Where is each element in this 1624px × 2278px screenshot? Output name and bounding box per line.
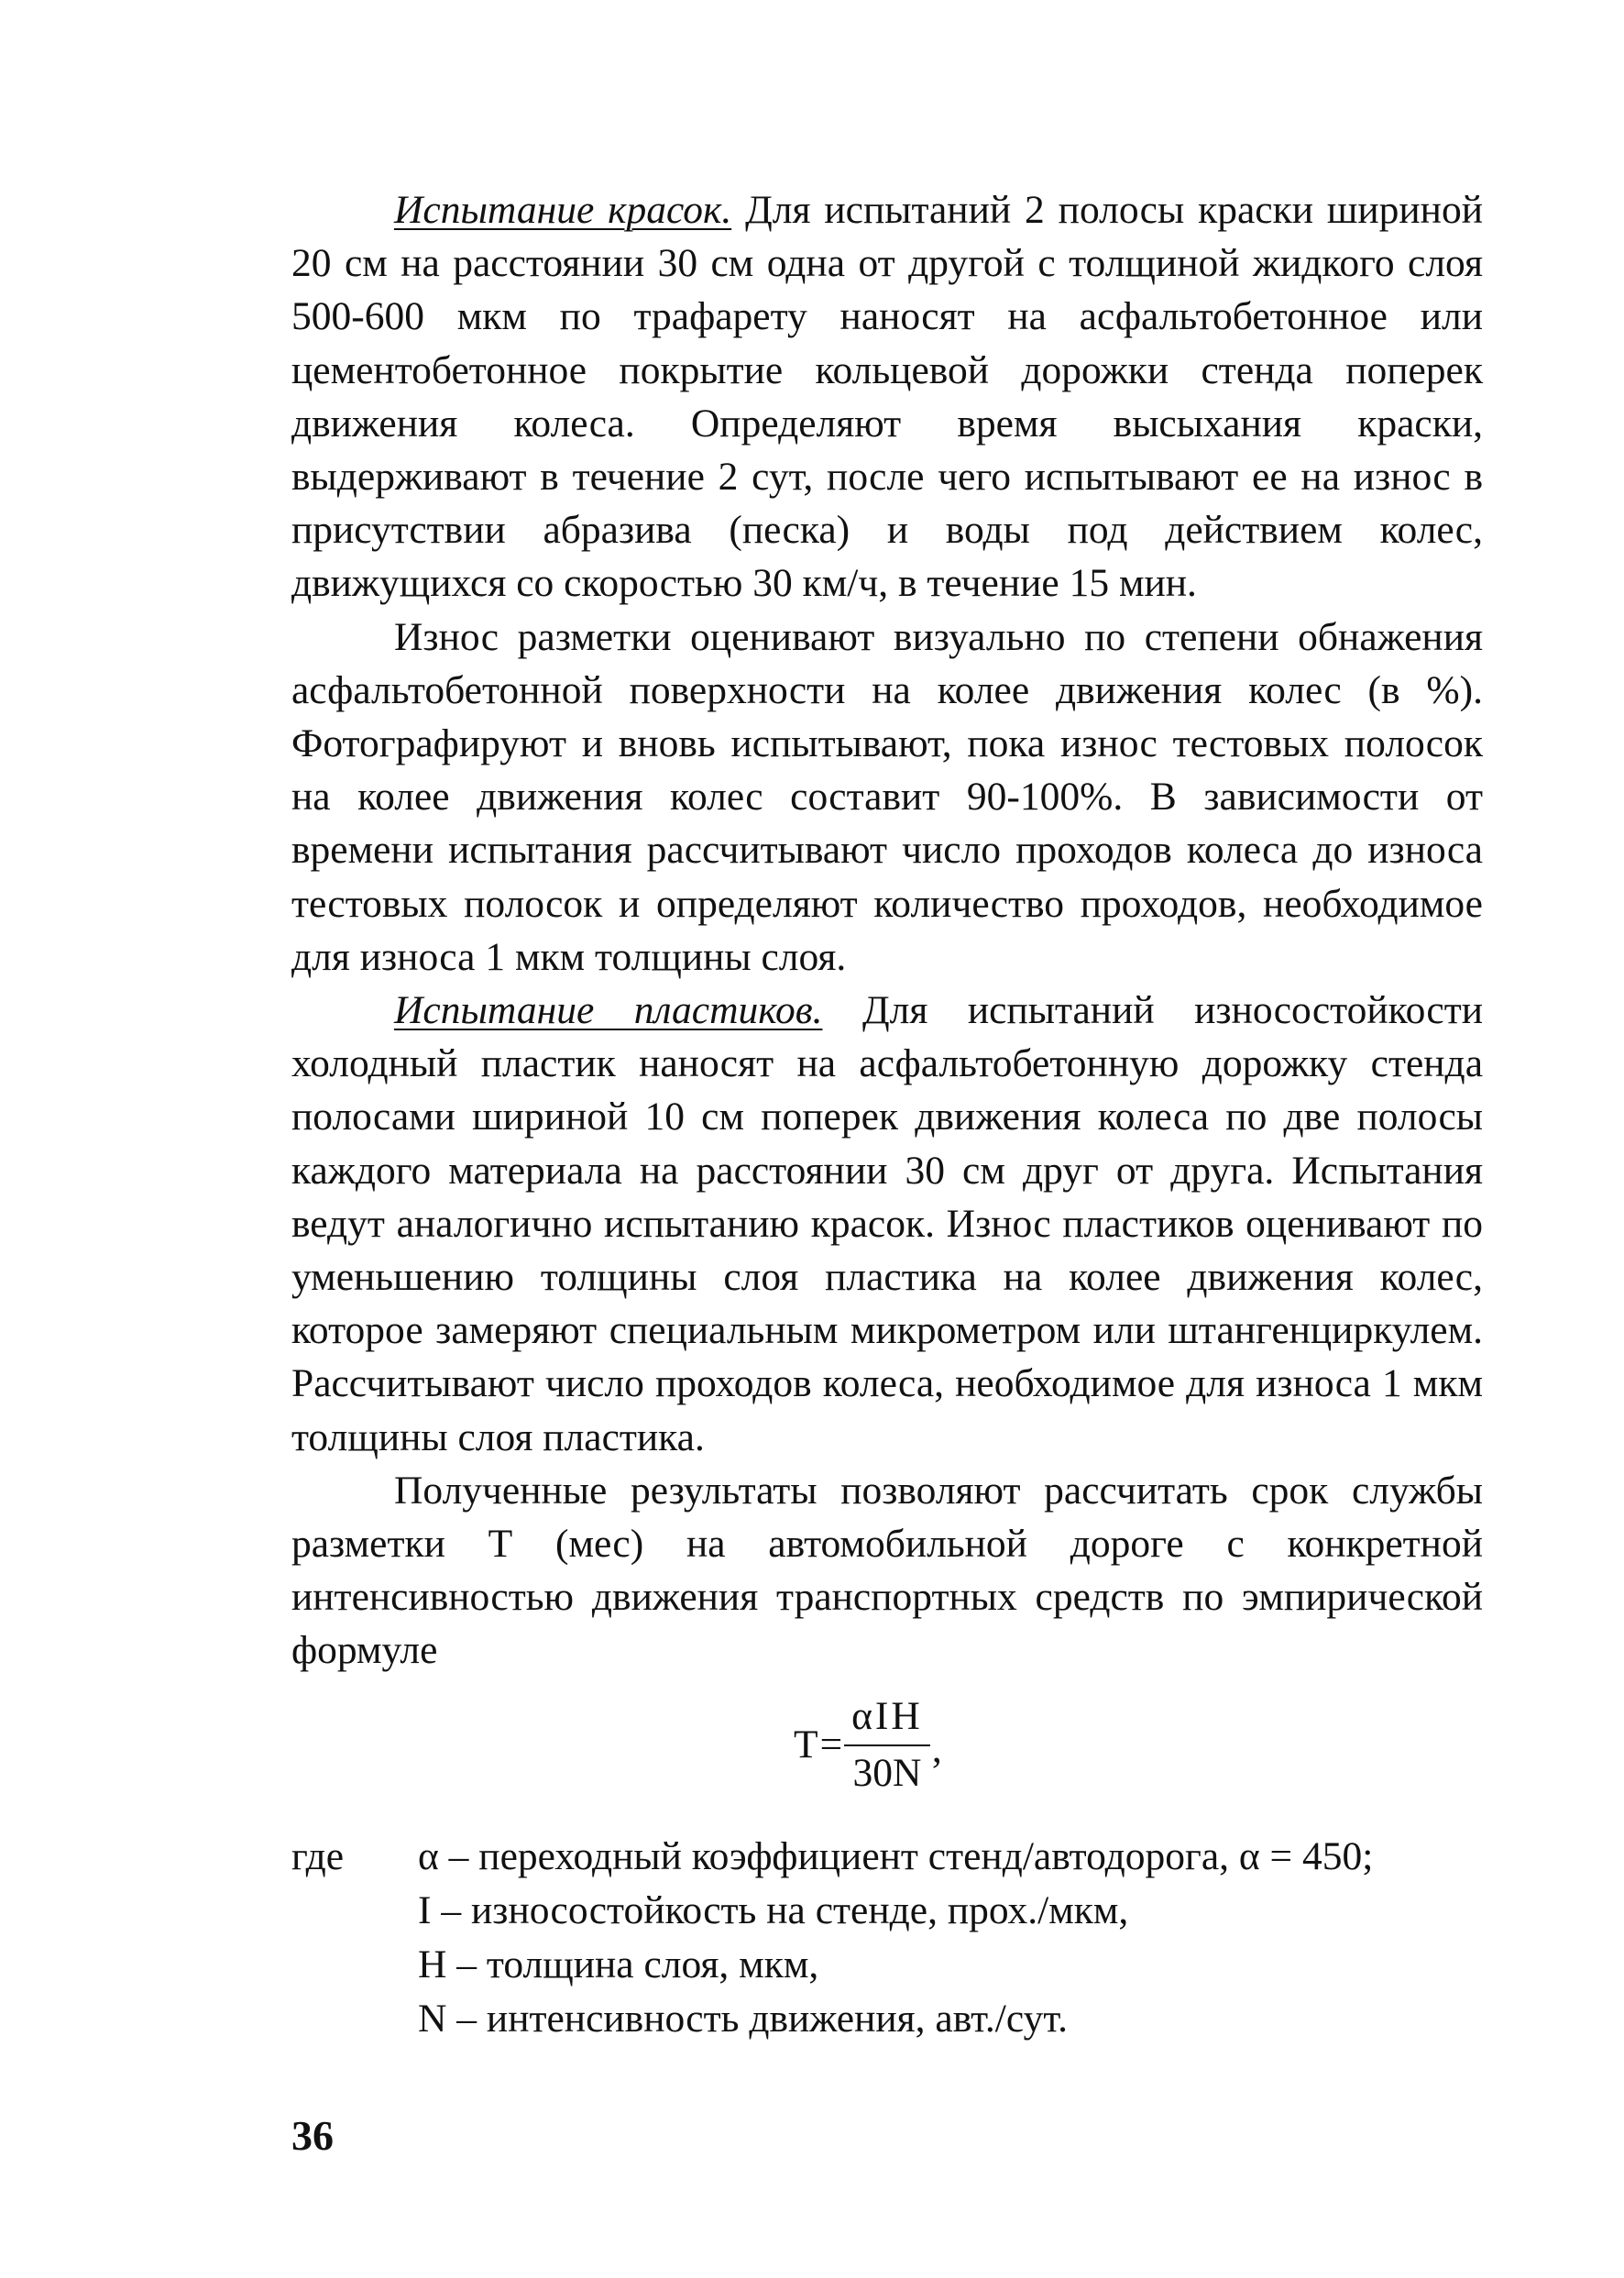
heading-plastic-testing: Испытание пластиков. (394, 988, 823, 1033)
where-spacer (291, 1884, 418, 1938)
paragraph-plastic-testing-text: Для испытаний износостойкости холодный пластик наносят на асфальтобетонную дорожку стенда полосами шириной 10 см поперек движения колеса по две полосы каждого материала на расстоянии 30 см друг от друга. Испытания ведут аналогично испытанию красок. Износ пластиков оценивают по уменьшению толщины слоя пластика на колее движения колес, которое замеряют специальным микрометром или штангенциркулем. Рассчитывают число проходов колеса, необходимое для износа 1 мкм толщины слоя пластика. (291, 988, 1483, 1459)
variable-definitions (291, 1830, 1483, 2046)
paragraph-paint-testing-text: Для испытаний 2 полосы краски шириной 20 см на расстоянии 30 см одна от другой с толщиной жидкого слоя 500-600 мкм по трафарету наносят на асфальтобетонное или цементобетонное покрытие кольцевой дорожки стенда поперек движения колеса. Определяют время высыхания краски, выдерживают в течение 2 сут, после чего испытывают ее на износ в присутствии абразива (песка) и воды под действием колес, движущихся со скоростью 30 км/ч, в течение 15 мин. (291, 188, 1483, 606)
paragraph-wear-assessment-text: Износ разметки оценивают визуально по степени обнажения асфальтобетонной поверхности на колее движения колес (в %). Фотографируют и вновь испытывают, пока износ тестовых полосок на колее движения колес составит 90-100%. В зависимости от времени испытания рассчитывают число проходов колеса до износа тестовых полосок и определяют количество проходов, необходимое для износа 1 мкм толщины слоя. (291, 614, 1483, 979)
where-label: где (291, 1834, 345, 1878)
definition-h: H – толщина слоя, мкм, (418, 1942, 819, 1986)
definition-n: N – интенсивность движения, авт./сут. (418, 1997, 1068, 2041)
formula-numerator: αIH (844, 1693, 930, 1746)
page-number: 36 (291, 2112, 334, 2159)
paragraph-paint-testing (291, 183, 1483, 611)
definition-row (291, 1992, 1483, 2046)
paragraph-plastic-testing (291, 984, 1483, 1464)
document-body (291, 183, 1483, 1678)
where-spacer (291, 1938, 418, 1992)
definition-row (291, 1884, 1483, 1938)
definition-row (291, 1938, 1483, 1992)
heading-paint-testing: Испытание красок. (394, 188, 732, 232)
paragraph-service-life-text: Полученные результаты позволяют рассчитать срок службы разметки Т (мес) на автомобильной дороге с конкретной интенсивностью движения транспортных средств по эмпирической формуле (291, 1468, 1483, 1673)
service-life-formula (794, 1685, 942, 1804)
definition-i: I – износостойкость на стенде, прох./мкм, (418, 1888, 1129, 1932)
where-spacer (291, 1992, 418, 2046)
paragraph-service-life (291, 1464, 1483, 1678)
definition-alpha: α – переходный коэффициент стенд/автодорога, α = 450; (418, 1834, 1374, 1878)
formula-fraction (844, 1693, 930, 1796)
formula-trailing-comma: , (931, 1727, 942, 1771)
formula-denominator: 30N (852, 1751, 922, 1795)
formula-equals: = (819, 1722, 843, 1766)
definition-row (291, 1830, 1483, 1884)
paragraph-wear-assessment (291, 611, 1483, 984)
formula-lhs: T (794, 1722, 818, 1766)
